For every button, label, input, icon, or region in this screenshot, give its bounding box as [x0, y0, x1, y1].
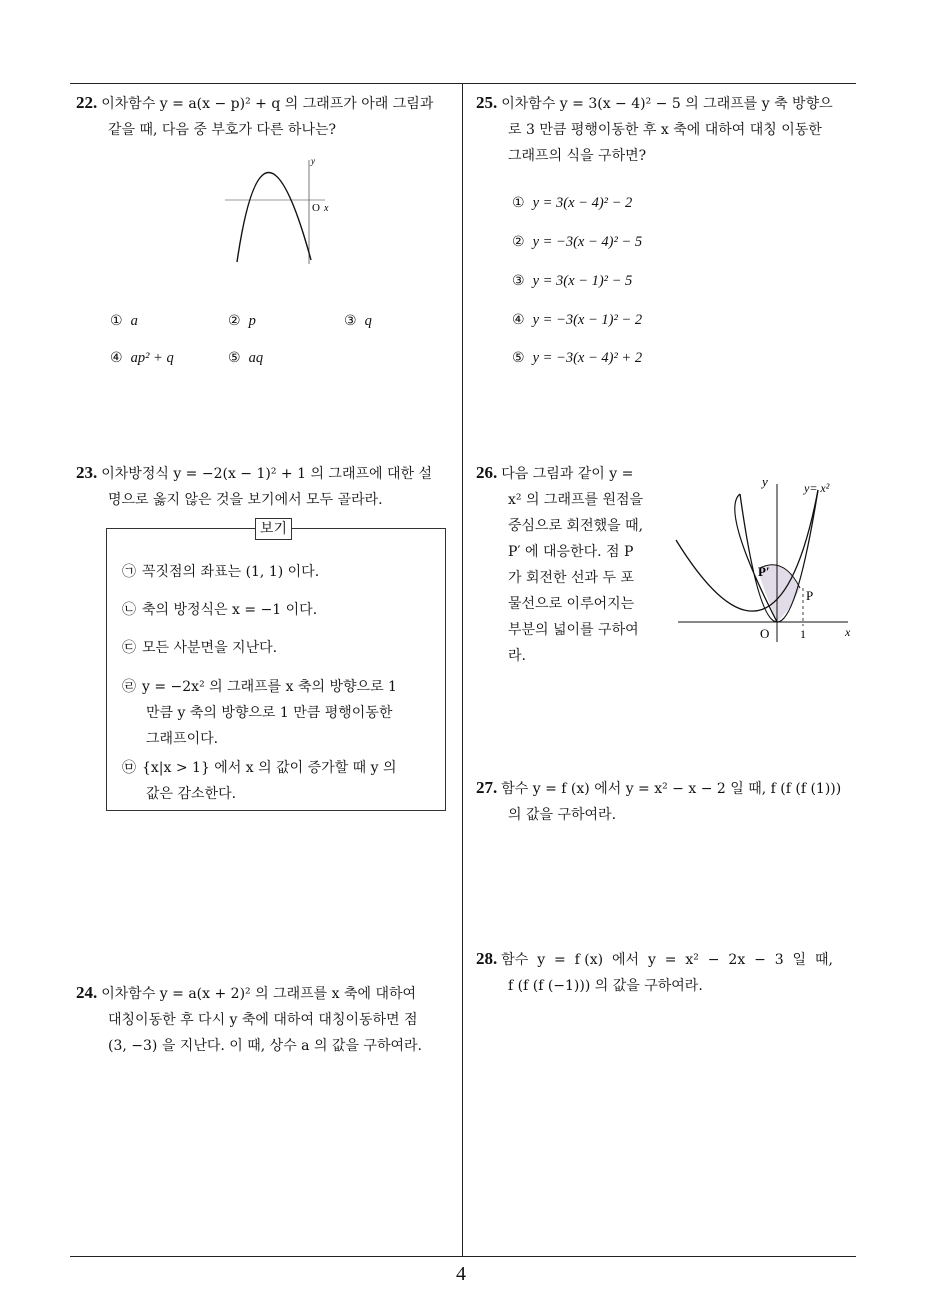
- question-number: 26.: [476, 463, 498, 482]
- column-divider: [462, 83, 463, 1257]
- question-text: P′ 에 대응한다. 점 P: [508, 544, 634, 560]
- choice-1[interactable]: ① a: [110, 313, 138, 329]
- bogi-title: 보기: [255, 518, 292, 540]
- choice-2[interactable]: ② y = −3(x − 4)² − 5: [512, 234, 643, 250]
- x-axis-label: x: [845, 625, 851, 639]
- bogi-item-5: ㉤ {x|x > 1} 에서 x 의 값이 증가할 때 y 의 값은 감소한다.: [122, 760, 397, 802]
- question-number: 24.: [76, 983, 98, 1002]
- question-number: 27.: [476, 778, 498, 797]
- question-text: 그래프의 식을 구하면?: [508, 148, 647, 164]
- question-text: 이차함수 y = a(x − p)² + q 의 그래프가 아래 그림과: [101, 96, 434, 112]
- question-text: x² 의 그래프를 원점을: [508, 492, 644, 508]
- question-number: 22.: [76, 93, 98, 112]
- question-23: [76, 460, 460, 513]
- question-text: 라.: [508, 648, 526, 664]
- question-text: (3, −3) 을 지난다. 이 때, 상수 a 의 값을 구하여라.: [108, 1038, 422, 1054]
- question-text: 이차함수 y = a(x + 2)² 의 그래프를 x 축에 대하여: [101, 986, 417, 1002]
- question-text: f (f (f (−1))) 의 값을 구하여라.: [508, 978, 703, 994]
- question-text: 대칭이동한 후 다시 y 축에 대하여 대칭이동하면 점: [108, 1012, 418, 1028]
- bogi-item-3: ㉢ 모든 사분면을 지난다.: [122, 640, 278, 656]
- y-axis-label: y: [762, 474, 768, 489]
- choice-3[interactable]: ③ y = 3(x − 1)² − 5: [512, 273, 633, 289]
- question-text: 물선으로 이루어지는: [508, 596, 635, 612]
- one-label: 1: [800, 627, 806, 641]
- bogi-item-2: ㉡ 축의 방정식은 x = −1 이다.: [122, 602, 318, 618]
- p-label: P: [806, 588, 814, 603]
- curve-label: y= x²: [804, 481, 830, 495]
- question-25: [476, 90, 860, 169]
- question-text: 중심으로 회전했을 때,: [508, 518, 644, 534]
- y-axis-label: y: [311, 156, 315, 166]
- question-text: 로 3 만큼 평행이동한 후 x 축에 대하여 대칭 이동한: [508, 122, 822, 138]
- bogi-item-4: ㉣ y = −2x² 의 그래프를 x 축의 방향으로 1 만큼 y 축의 방향으로 1 만큼 평행이동한 그래프이다.: [122, 679, 397, 747]
- question-text: 이차방정식 y = −2(x − 1)² + 1 의 그래프에 대한 설: [101, 466, 432, 482]
- parabola-curve: [237, 172, 311, 262]
- origin-label: O: [760, 626, 770, 641]
- choice-4[interactable]: ④ y = −3(x − 1)² − 2: [512, 312, 643, 328]
- question-text: 명으로 옳지 않은 것을 보기에서 모두 골라라.: [108, 492, 383, 508]
- question-text: 함수 y = f (x) 에서 y = x² − x − 2 일 때, f (f (f (1))): [501, 781, 842, 797]
- q26-rotation-graph: [672, 470, 862, 650]
- choice-5[interactable]: ⑤ y = −3(x − 4)² + 2: [512, 350, 643, 366]
- question-number: 25.: [476, 93, 498, 112]
- choice-4[interactable]: ④ ap² + q: [110, 350, 174, 366]
- choice-5[interactable]: ⑤ aq: [228, 350, 264, 366]
- question-27: [476, 775, 860, 828]
- x-axis-label: x: [324, 203, 329, 214]
- bottom-rule: [70, 1256, 856, 1257]
- top-rule: [70, 83, 856, 84]
- page-number: 4: [456, 1263, 466, 1285]
- origin-label: O: [312, 202, 320, 214]
- question-24: [76, 980, 460, 1059]
- question-text: 부분의 넓이를 구하여: [508, 622, 639, 638]
- choice-2[interactable]: ② p: [228, 313, 256, 329]
- question-28: [476, 946, 860, 999]
- q22-parabola-graph: [225, 152, 345, 267]
- question-text: 다음 그림과 같이 y =: [501, 466, 634, 482]
- question-text: 함수 y = f (x) 에서 y = x² − 2x − 3 일 때,: [501, 952, 833, 968]
- p-prime-label: P′: [758, 564, 770, 579]
- bogi-item-1: ㉠ 꼭짓점의 좌표는 (1, 1) 이다.: [122, 564, 320, 580]
- question-text: 의 값을 구하여라.: [508, 807, 617, 823]
- question-text: 가 회전한 선과 두 포: [508, 570, 634, 586]
- question-22: [76, 90, 460, 143]
- question-26: [476, 460, 666, 669]
- choice-3[interactable]: ③ q: [344, 313, 372, 329]
- choice-1[interactable]: ① y = 3(x − 4)² − 2: [512, 195, 633, 211]
- question-text: 같을 때, 다음 중 부호가 다른 하나는?: [108, 122, 336, 138]
- question-number: 23.: [76, 463, 98, 482]
- question-number: 28.: [476, 949, 498, 968]
- question-text: 이차함수 y = 3(x − 4)² − 5 의 그래프를 y 축 방향으: [501, 96, 833, 112]
